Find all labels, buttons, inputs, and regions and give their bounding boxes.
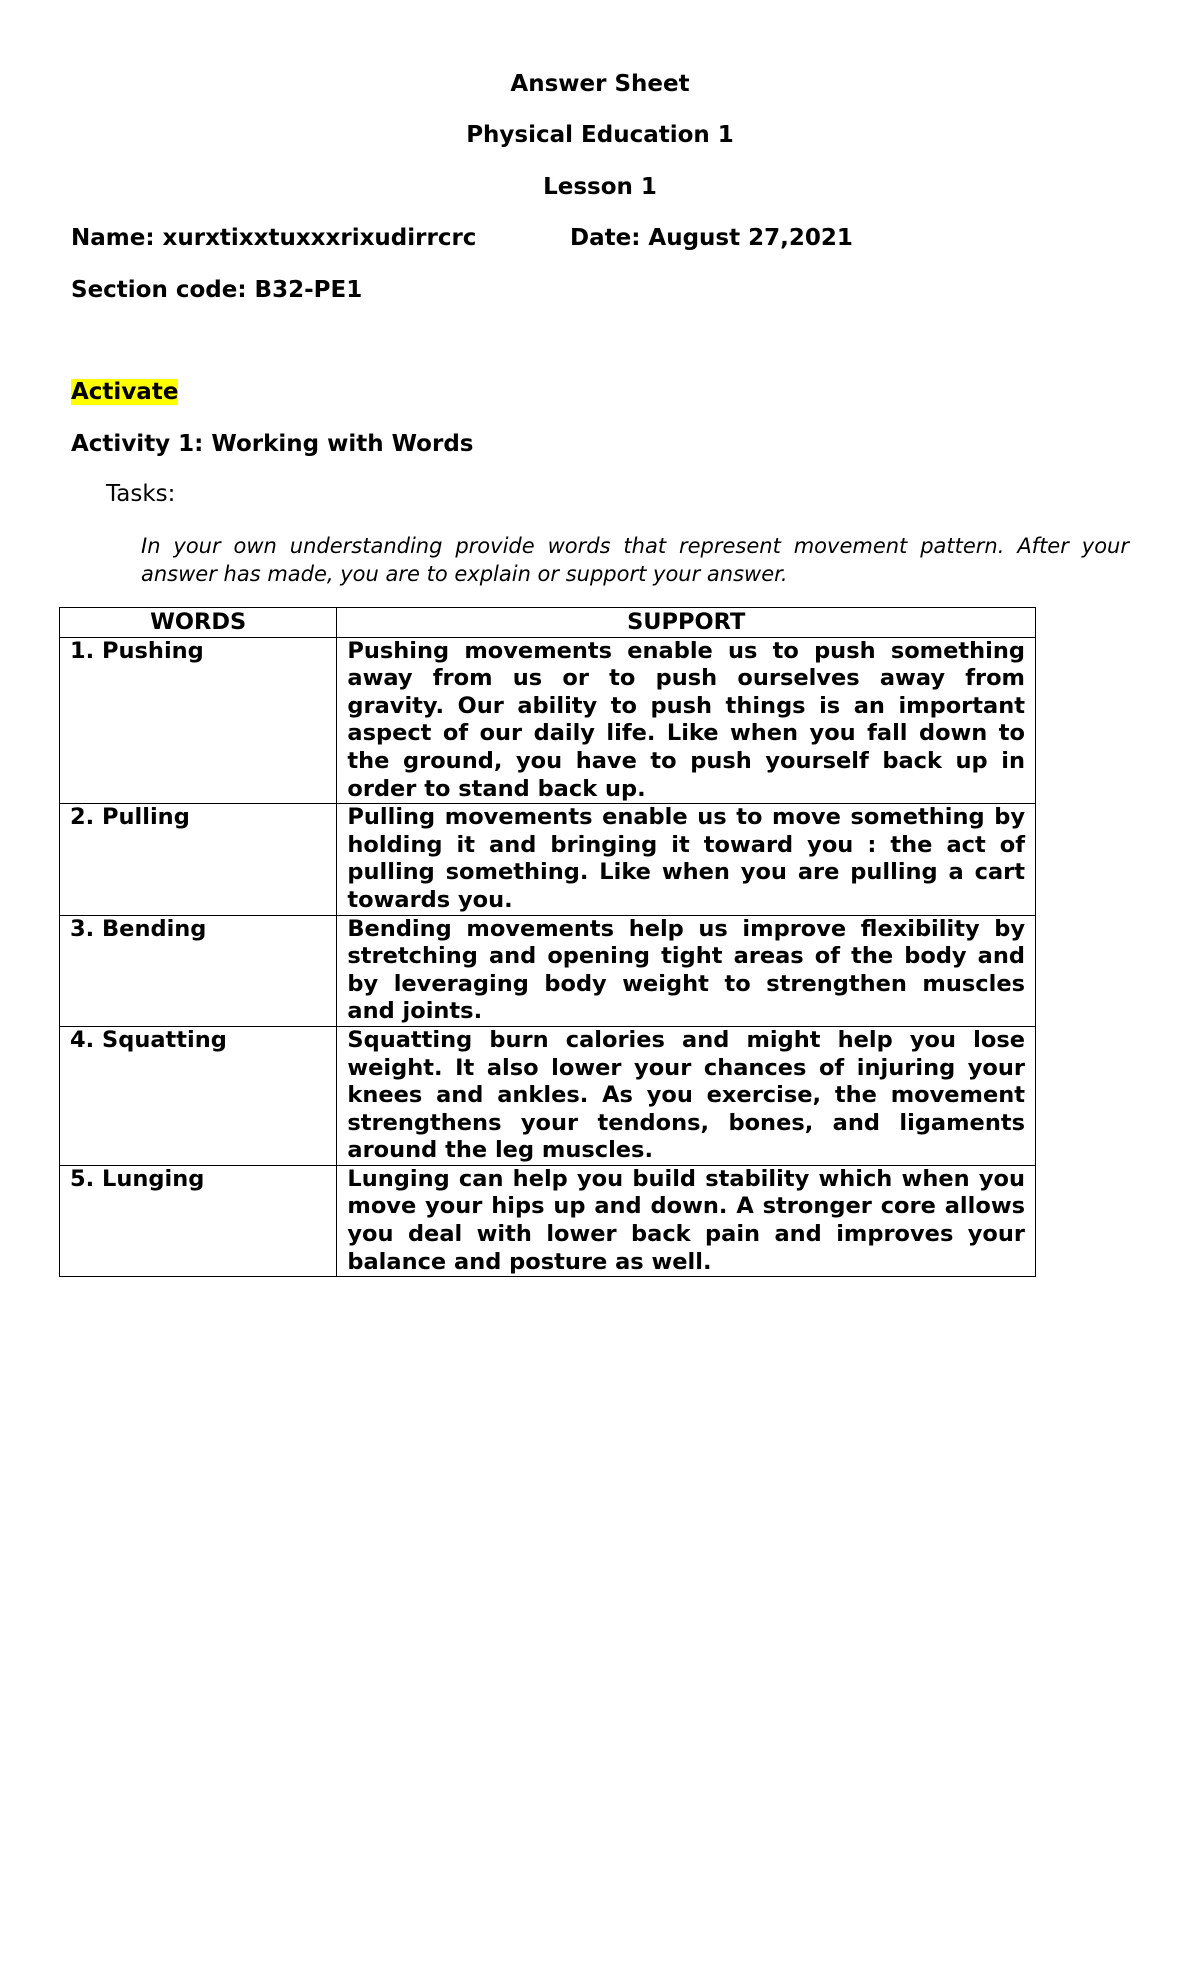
- tasks-label: Tasks:: [106, 481, 176, 507]
- activate-label: Activate: [71, 379, 179, 405]
- support-cell: Squatting burn calories and might help you lose weight. It also lower your chances of injuring your knees and ankles. As you exercise, the movement strengthens your tendons, bones, and ligaments around the leg muscles.: [337, 1026, 1036, 1165]
- table-header-row: [60, 608, 1036, 638]
- word-cell: 3. Bending: [60, 915, 337, 1026]
- column-header-words: WORDS: [60, 608, 337, 638]
- support-cell: Pulling movements enable us to move something by holding it and bringing it toward you : the act of pulling something. Like when you are pulling a cart towards you.: [337, 804, 1036, 915]
- table-row: [60, 804, 1036, 915]
- table-row: [60, 1026, 1036, 1165]
- support-cell: Bending movements help us improve flexibility by stretching and opening tight areas of the body and by leveraging body weight to strengthen muscles and joints.: [337, 915, 1036, 1026]
- student-name: Name: xurxtixxtuxxxrixudirrcrc: [71, 225, 477, 251]
- word-cell: 2. Pulling: [60, 804, 337, 915]
- word-cell: 1. Pushing: [60, 637, 337, 804]
- submission-date: Date: August 27,2021: [570, 225, 853, 251]
- table-row: [60, 1165, 1036, 1276]
- words-support-table: [59, 607, 1036, 1277]
- section-code: Section code: B32-PE1: [71, 277, 363, 303]
- activity-title: Activity 1: Working with Words: [71, 431, 474, 457]
- table-row: [60, 637, 1036, 804]
- activate-heading: [71, 378, 178, 406]
- word-cell: 5. Lunging: [60, 1165, 337, 1276]
- column-header-support: SUPPORT: [337, 608, 1036, 638]
- support-cell: Pushing movements enable us to push something away from us or to push ourselves away from gravity. Our ability to push things is an important aspect of our daily life. Like when you fall down to the ground, you have to push yourself back up in order to stand back up.: [337, 637, 1036, 804]
- task-instructions: In your own understanding provide words that represent movement pattern. After your answer has made, you are to explain or support your answer.: [141, 534, 1129, 586]
- word-cell: 4. Squatting: [60, 1026, 337, 1165]
- table-row: [60, 915, 1036, 1026]
- support-cell: Lunging can help you build stability which when you move your hips up and down. A stronger core allows you deal with lower back pain and improves your balance and posture as well.: [337, 1165, 1036, 1276]
- lesson-title: Lesson 1: [543, 174, 657, 200]
- subject-title: Physical Education 1: [466, 122, 734, 148]
- sheet-title: Answer Sheet: [510, 71, 690, 97]
